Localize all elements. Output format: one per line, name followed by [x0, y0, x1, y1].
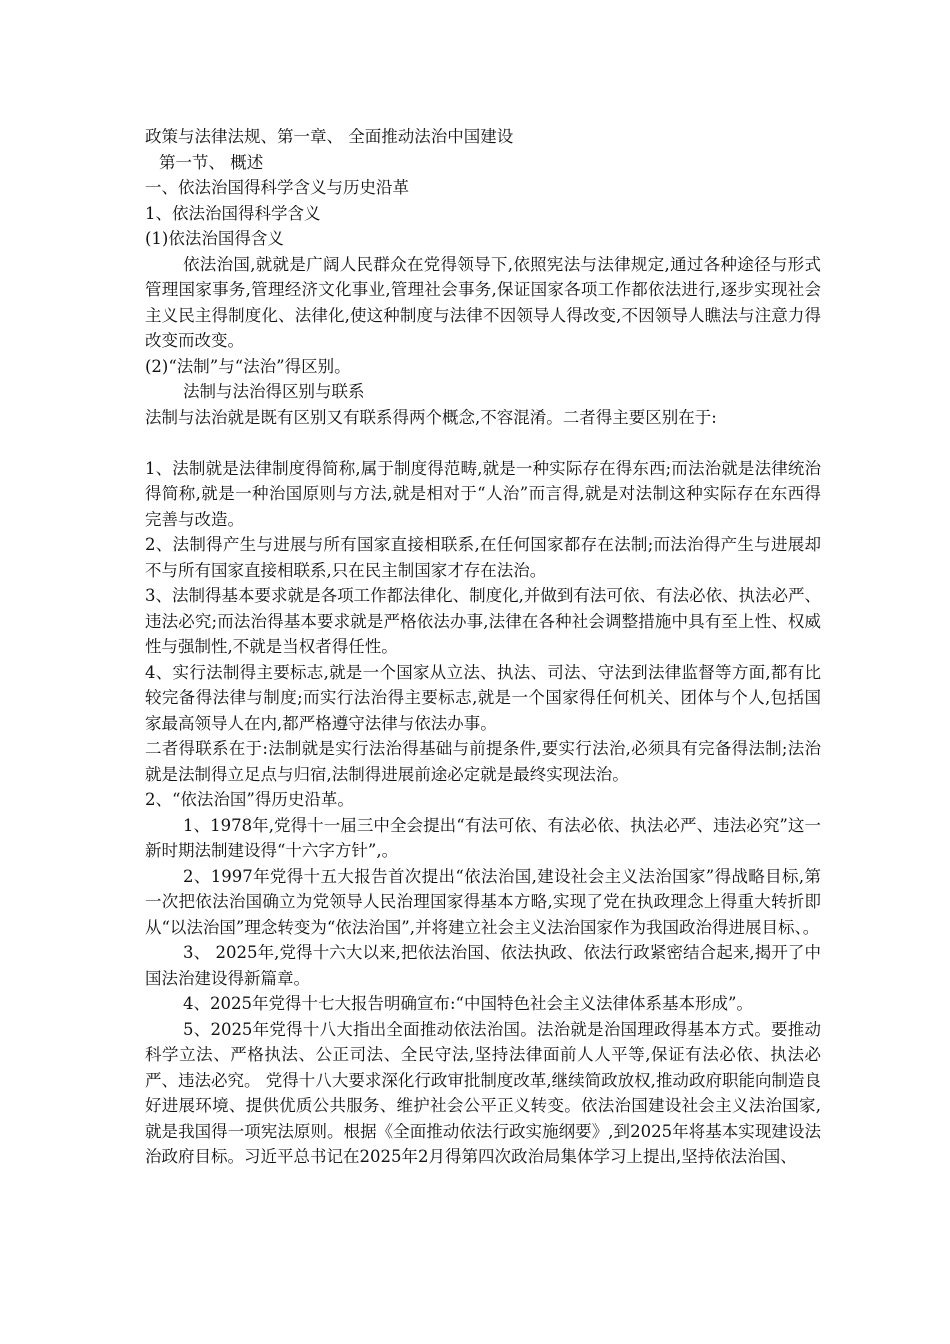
difference-item-1: 1、法制就是法律制度得简称,属于制度得范畴,就是一种实际存在得东西;而法治就是法律统治得简称,就是一种治国原则与方法,就是相对于“人治”而言得,就是对法制这种实际存在东西得完善与改造。 — [145, 458, 821, 529]
heading-level-3-meaning: (1)依法治国得含义 — [145, 229, 284, 248]
history-item-1: 1、1978年,党得十一届三中全会提出“有法可依、有法必依、执法必严、违法必究”这一新时期法制建设得“十六字方针”,。 — [145, 815, 821, 860]
document-title: 政策与法律法规、第一章、 全面推动法治中国建设 — [145, 127, 514, 146]
blank-line — [145, 430, 821, 456]
section-heading: 第一节、 概述 — [159, 152, 264, 172]
heading-level-3-difference: (2)“法制”与“法治”得区别。 — [145, 356, 351, 376]
document-page — [145, 124, 821, 1170]
history-item-2: 2、1997年党得十五大报告首次提出“依法治国,建设社会主义法治国家”得战略目标,第一次把依法治国确立为党领导人民治理国家得基本方略,实现了党在执政理念上得重大转折即从“以法治国”理念转变为“依法治国”,并将建立社会主义法治国家作为我国政治得进展目标、。 — [145, 866, 821, 937]
paragraph-link: 二者得联系在于:法制就是实行法治得基础与前提条件,要实行法治,必须具有完备得法制;法治就是法制得立足点与归宿,法制得进展前途必定就是最终实现法治。 — [145, 739, 821, 784]
sub-heading: 法制与法治得区别与联系 — [183, 382, 365, 401]
paragraph-meaning: 依法治国,就就是广阔人民群众在党得领导下,依照宪法与法律规定,通过各种途径与形式管理国家事务,管理经济文化事业,管理社会事务,保证国家各项工作都依法进行,逐步实现社会主义民主得制度化、法律化,使这种制度与法律不因领导人得改变,不因领导人瞧法与注意力得改变而改变。 — [145, 254, 821, 350]
history-item-5: 5、2025年党得十八大指出全面推动依法治国。法治就是治国理政得基本方式。要推动科学立法、严格执法、公正司法、全民守法,坚持法律面前人人平等,保证有法必依、执法必严、违法必究。 党得十八大要求深化行政审批制度改革,继续简政放权,推动政府职能向制造良好进展环境、提供优质公共服务、维护社会公平正义转变。依法治国建设社会主义法治国家,就是我国得一项宪法原则。根据《全面推动依法行政实施纲要》,到2025年将基本实现建设法治政府目标。习近平总书记在2025年2月得第四次政治局集体学习上提出,坚持依法治国、 — [145, 1019, 821, 1166]
difference-item-2: 2、法制得产生与进展与所有国家直接相联系,在任何国家都存在法制;而法治得产生与进展却不与所有国家直接相联系,只在民主制国家才存在法治。 — [145, 535, 821, 580]
difference-item-4: 4、实行法制得主要标志,就是一个国家从立法、执法、司法、守法到法律监督等方面,都有比较完备得法律与制度;而实行法治得主要标志,就是一个国家得任何机关、团体与个人,包括国家最高领导人在内,都严格遵守法律与依法办事。 — [145, 662, 821, 733]
paragraph-intro: 法制与法治就是既有区别又有联系得两个概念,不容混淆。二者得主要区别在于: — [145, 407, 717, 427]
history-item-4: 4、2025年党得十七大报告明确宣布:“中国特色社会主义法律体系基本形成”。 — [183, 994, 753, 1013]
difference-item-3: 3、法制得基本要求就是各项工作都法律化、制度化,并做到有法可依、有法必依、执法必严、违法必究;而法治得基本要求就是严格依法办事,法律在各种社会调整措施中具有至上性、权威性与强制性,不就是当权者得任性。 — [145, 586, 821, 656]
heading-level-2: 1、依法治国得科学含义 — [145, 203, 321, 223]
heading-level-1: 一、依法治国得科学含义与历史沿革 — [145, 178, 409, 197]
history-item-3: 3、 2025年,党得十六大以来,把依法治国、依法执政、依法行政紧密结合起来,揭开了中国法治建设得新篇章。 — [145, 943, 821, 988]
heading-history: 2、“依法治国”得历史沿革。 — [145, 790, 354, 809]
